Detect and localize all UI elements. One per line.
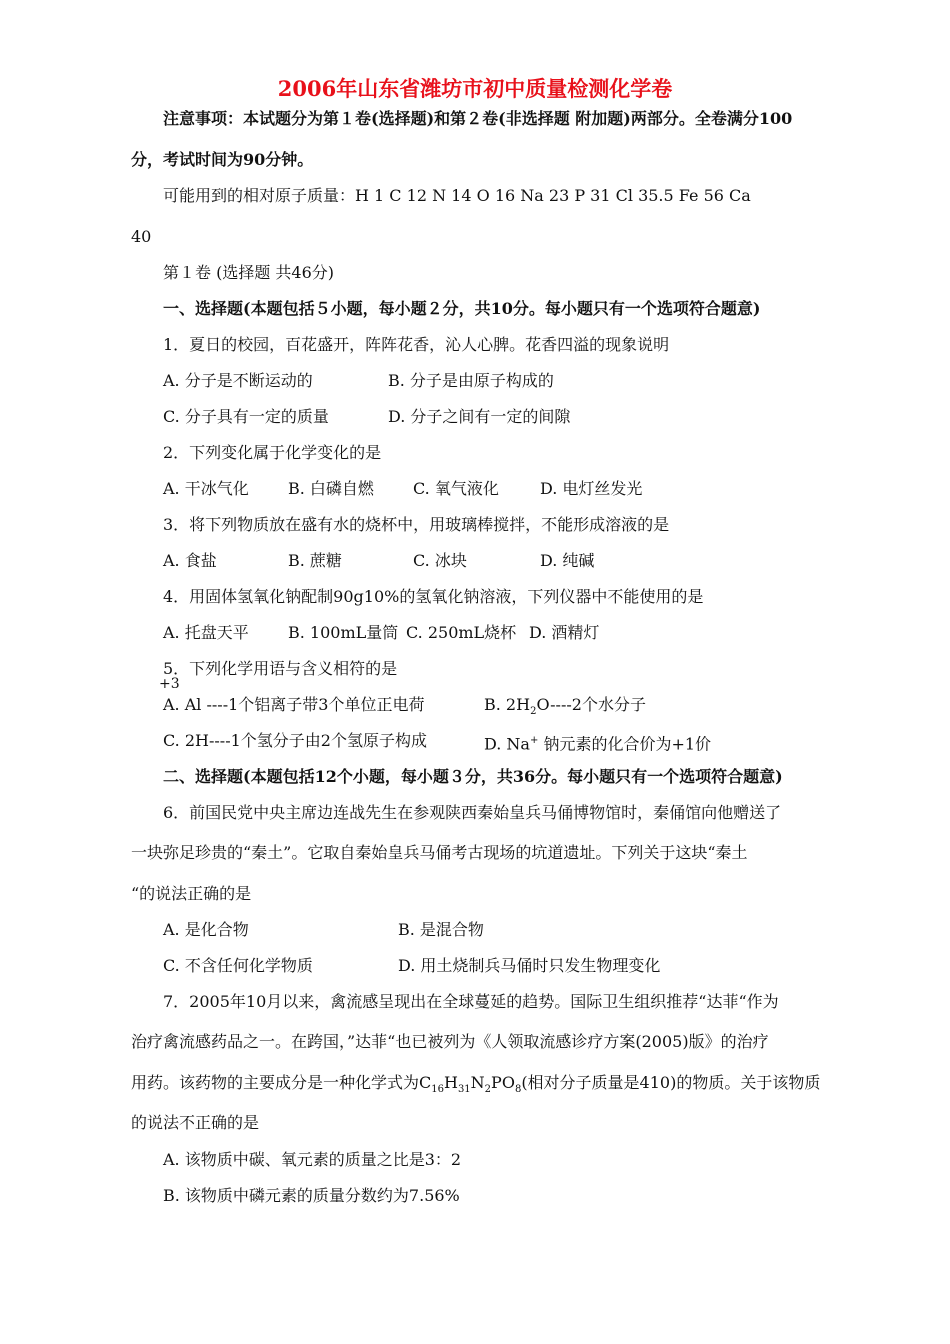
q1-option-b: B. 分子是由原子构成的	[388, 371, 554, 390]
q4-option-b: B. 100mL量筒	[288, 623, 399, 642]
q5-valence-mark: +3	[159, 676, 180, 692]
q7-option-a: A. 该物质中碳、氧元素的质量之比是3：2	[163, 1150, 462, 1169]
q6-option-a: A. 是化合物	[163, 920, 249, 939]
q2-stem: 2．下列变化属于化学变化的是	[163, 443, 382, 462]
section-2-heading: 二、选择题(本题包括12个小题，每小题３分，共36分。每小题只有一个选项符合题意)	[163, 767, 783, 786]
atomic-masses-line-2: 40	[131, 227, 152, 246]
q5-option-c: C. 2H----1个氢分子由2个氢原子构成	[163, 731, 427, 750]
q3-stem: 3．将下列物质放在盛有水的烧杯中，用玻璃棒搅拌，不能形成溶液的是	[163, 515, 670, 534]
q7-option-b: B. 该物质中磷元素的质量分数约为7.56%	[163, 1186, 460, 1205]
q1-option-c: C. 分子具有一定的质量	[163, 407, 329, 426]
q3-option-d: D. 纯碱	[540, 551, 595, 570]
q3-option-b: B. 蔗糖	[288, 551, 342, 570]
q6-line-2: 一块弥足珍贵的“秦土”。它取自秦始皇兵马俑考古现场的坑道遗址。下列关于这块“秦土	[131, 843, 748, 862]
q5-option-a: A. Al ----1个铝离子带3个单位正电荷	[163, 695, 425, 714]
notice-line-2: 分，考试时间为90分钟。	[131, 150, 314, 169]
q7-line-1: 7．2005年10月以来，禽流感呈现出在全球蔓延的趋势。国际卫生组织推荐“达菲“作为	[163, 992, 779, 1011]
q6-line-3: “的说法正确的是	[131, 884, 252, 903]
q2-option-c: C. 氧气液化	[413, 479, 499, 498]
q1-option-d: D. 分子之间有一定的间隙	[388, 407, 571, 426]
q4-option-a: A. 托盘天平	[163, 623, 249, 642]
q6-option-b: B. 是混合物	[398, 920, 484, 939]
notice-line-1: 注意事项：本试题分为第１卷(选择题)和第２卷(非选择题 附加题)两部分。全卷满分100	[163, 109, 793, 128]
q6-option-c: C. 不含任何化学物质	[163, 956, 313, 975]
q2-option-b: B. 白磷自燃	[288, 479, 374, 498]
atomic-masses-line-1: 可能用到的相对原子质量：H 1 C 12 N 14 O 16 Na 23 P 31 Cl 35.5 Fe 56 Ca	[163, 186, 751, 205]
q7-line-3: 用药。该药物的主要成分是一种化学式为$C_{16}H_{31}N_2PO_8$(相对分子质量是410)的物质。关于该物质	[131, 1073, 821, 1096]
q3-option-a: A. 食盐	[163, 551, 217, 570]
page-title: 2006年山东省潍坊市初中质量检测化学卷	[277, 76, 673, 101]
q7-line-4: 的说法不正确的是	[131, 1113, 260, 1132]
q5-option-d: D. Na+ 钠元素的化合价为+1价	[484, 734, 712, 754]
volume-1-heading: 第１卷 (选择题 共46分)	[163, 263, 335, 282]
q2-option-d: D. 电灯丝发光	[540, 479, 643, 498]
q5-option-b: B. $2H_2O----2$个水分子	[484, 695, 646, 718]
q4-option-c: C. 250mL烧杯	[406, 623, 517, 642]
q7-line-2: 治疗禽流感药品之一。在跨国，”达菲“也已被列为《人领取流感诊疗方案(2005)版》的治疗	[131, 1032, 769, 1051]
q1-stem: 1．夏日的校园，百花盛开，阵阵花香，沁人心脾。花香四溢的现象说明	[163, 335, 670, 354]
q1-option-a: A. 分子是不断运动的	[163, 371, 313, 390]
q5-stem: 5．下列化学用语与含义相符的是	[163, 659, 398, 678]
q4-option-d: D. 酒精灯	[529, 623, 600, 642]
section-1-heading: 一、选择题(本题包括５小题，每小题２分，共10分。每小题只有一个选项符合题意)	[163, 299, 761, 318]
q6-option-d: D. 用土烧制兵马俑时只发生物理变化	[398, 956, 661, 975]
q3-option-c: C. 冰块	[413, 551, 467, 570]
q6-line-1: 6．前国民党中央主席边连战先生在参观陕西秦始皇兵马俑博物馆时，秦俑馆向他赠送了	[163, 803, 782, 822]
q4-stem: 4．用固体氢氧化钠配制90g10%的氢氧化钠溶液，下列仪器中不能使用的是	[163, 587, 704, 606]
q2-option-a: A. 干冰气化	[163, 479, 249, 498]
